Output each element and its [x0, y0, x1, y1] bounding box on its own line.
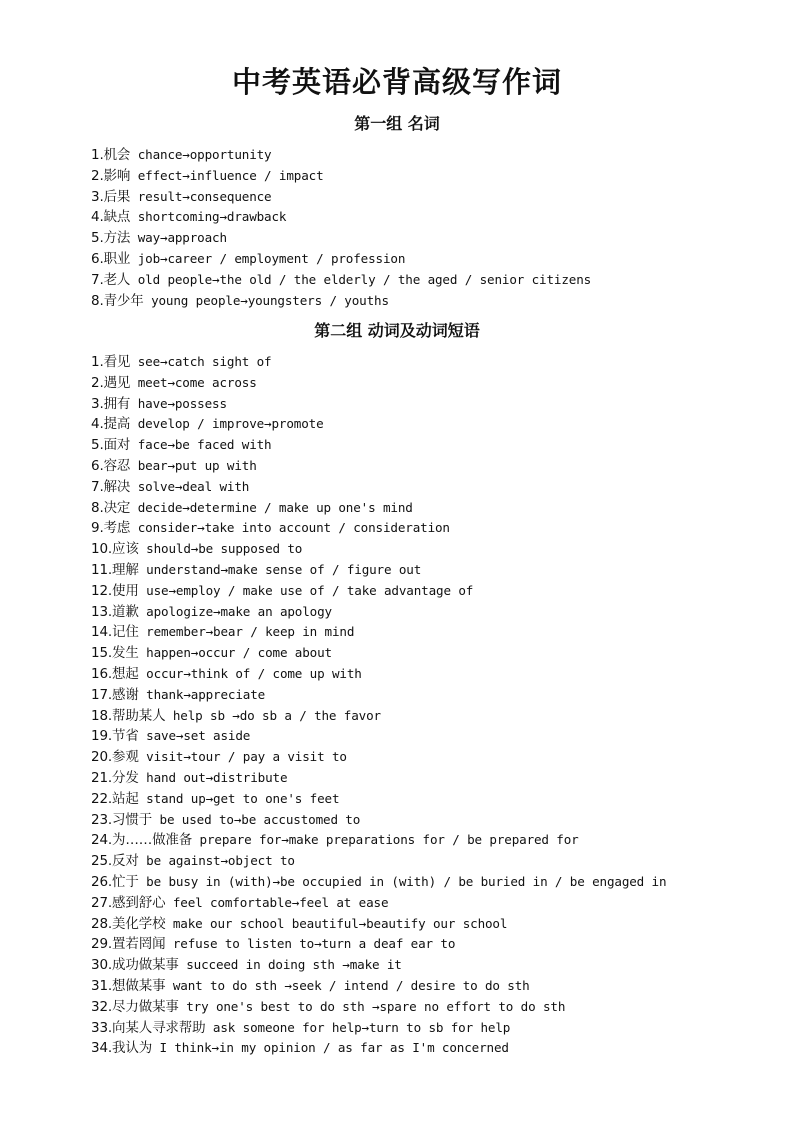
item-chinese-term: 5.面对	[91, 437, 131, 454]
item-english-phrase: be used to→be accustomed to	[152, 811, 361, 827]
item-chinese-term: 4.缺点	[91, 209, 131, 226]
list-item	[91, 518, 666, 539]
list-item	[91, 810, 666, 831]
item-chinese-term: 6.职业	[91, 250, 131, 267]
item-chinese-term: 34.我认为	[91, 1040, 153, 1057]
item-chinese-term: 28.美化学校	[91, 915, 166, 932]
item-english-phrase: hand out→distribute	[138, 769, 288, 785]
item-english-phrase: develop / improve→promote	[130, 416, 324, 432]
item-english-phrase: stand up→get to one's feet	[138, 790, 340, 806]
item-english-phrase: thank→appreciate	[138, 686, 266, 702]
list-item	[91, 830, 666, 851]
item-english-phrase: save→set aside	[138, 728, 251, 744]
list-item	[91, 747, 666, 768]
item-chinese-term: 7.解决	[91, 478, 131, 495]
item-chinese-term: 23.习惯于	[91, 811, 153, 828]
item-english-phrase: have→possess	[130, 395, 227, 411]
item-english-phrase: want to do sth →seek / intend / desire to do sth	[165, 977, 530, 993]
list-item	[91, 622, 666, 643]
list-item	[91, 270, 591, 291]
list-item	[91, 726, 666, 747]
list-item	[91, 789, 666, 810]
item-english-phrase: refuse to listen to→turn a deaf ear to	[165, 936, 456, 952]
list-item	[91, 1018, 666, 1039]
item-english-phrase: be against→object to	[138, 853, 295, 869]
item-english-phrase: make our school beautiful→beautify our school	[165, 915, 508, 931]
word-list-verbs	[91, 352, 666, 1059]
list-item	[91, 1038, 666, 1059]
list-item	[91, 456, 666, 477]
item-chinese-term: 20.参观	[91, 749, 139, 766]
item-english-phrase: shortcoming→drawback	[130, 209, 287, 225]
item-english-phrase: succeed in doing sth →make it	[178, 957, 402, 973]
item-chinese-term: 1.机会	[91, 147, 131, 163]
item-english-phrase: visit→tour / pay a visit to	[138, 749, 347, 765]
item-english-phrase: face→be faced with	[130, 437, 272, 453]
item-chinese-term: 21.分发	[91, 769, 139, 786]
list-item	[91, 207, 591, 228]
item-english-phrase: happen→occur / come about	[138, 645, 332, 661]
document-title: 中考英语必背高级写作词	[231, 65, 562, 99]
item-english-phrase: feel comfortable→feel at ease	[165, 894, 389, 910]
list-item	[91, 706, 666, 727]
item-english-phrase: meet→come across	[130, 374, 257, 390]
item-chinese-term: 15.发生	[91, 645, 139, 662]
item-chinese-term: 18.帮助某人	[91, 707, 166, 724]
list-item	[91, 145, 591, 166]
list-item	[91, 893, 666, 914]
item-chinese-term: 30.成功做某事	[91, 957, 179, 974]
item-chinese-term: 31.想做某事	[91, 977, 166, 994]
item-english-phrase: try one's best to do sth →spare no effort to do sth	[178, 998, 566, 1014]
list-item	[91, 664, 666, 685]
list-item	[91, 602, 666, 623]
item-chinese-term: 8.决定	[91, 499, 131, 516]
item-chinese-term: 8.青少年	[91, 292, 144, 309]
list-item	[91, 768, 666, 789]
item-chinese-term: 24.为……做准备	[91, 832, 193, 849]
item-chinese-term: 14.记住	[91, 624, 139, 641]
item-chinese-term: 26.忙于	[91, 873, 139, 890]
item-chinese-term: 2.影响	[91, 167, 131, 184]
item-english-phrase: result→consequence	[130, 188, 272, 204]
section-heading-verbs: 第二组 动词及动词短语	[314, 321, 480, 340]
item-english-phrase: be busy in (with)→be occupied in (with) / be buried in / be engaged in	[138, 873, 667, 889]
item-chinese-term: 33.向某人寻求帮助	[91, 1019, 206, 1036]
list-item	[91, 581, 666, 602]
item-english-phrase: prepare for→make preparations for / be prepared for	[192, 832, 579, 848]
item-chinese-term: 22.站起	[91, 790, 139, 807]
item-chinese-term: 27.感到舒心	[91, 894, 166, 911]
list-item	[91, 685, 666, 706]
list-item	[91, 498, 666, 519]
list-item	[91, 851, 666, 872]
item-english-phrase: I think→in my opinion / as far as I'm concerned	[152, 1040, 509, 1056]
item-chinese-term: 12.使用	[91, 582, 139, 599]
list-item	[91, 955, 666, 976]
item-english-phrase: see→catch sight of	[130, 354, 272, 369]
item-english-phrase: consider→take into account / consideration	[130, 520, 450, 536]
list-item	[91, 435, 666, 456]
list-item	[91, 914, 666, 935]
item-chinese-term: 10.应该	[91, 541, 139, 558]
item-english-phrase: ask someone for help→turn to sb for help	[205, 1019, 511, 1035]
list-item	[91, 352, 666, 373]
item-english-phrase: understand→make sense of / figure out	[138, 561, 422, 577]
list-item	[91, 934, 666, 955]
item-chinese-term: 4.提高	[91, 416, 131, 433]
item-english-phrase: effect→influence / impact	[130, 167, 324, 183]
item-chinese-term: 29.置若罔闻	[91, 936, 166, 953]
item-english-phrase: occur→think of / come up with	[138, 665, 362, 681]
list-item	[91, 477, 666, 498]
list-item	[91, 166, 591, 187]
list-item	[91, 539, 666, 560]
item-english-phrase: young people→youngsters / youths	[143, 292, 389, 308]
list-item	[91, 291, 591, 312]
list-item	[91, 394, 666, 415]
item-english-phrase: job→career / employment / profession	[130, 250, 406, 266]
list-item	[91, 872, 666, 893]
item-chinese-term: 7.老人	[91, 271, 131, 288]
item-english-phrase: remember→bear / keep in mind	[138, 624, 355, 640]
list-item	[91, 187, 591, 208]
item-chinese-term: 16.想起	[91, 665, 139, 682]
item-chinese-term: 17.感谢	[91, 686, 139, 703]
item-chinese-term: 32.尽力做某事	[91, 998, 179, 1015]
item-chinese-term: 25.反对	[91, 853, 139, 870]
item-chinese-term: 3.后果	[91, 188, 131, 205]
list-item	[91, 414, 666, 435]
item-chinese-term: 9.考虑	[91, 520, 131, 537]
item-english-phrase: apologize→make an apology	[138, 603, 332, 619]
word-list-nouns	[91, 145, 591, 311]
item-english-phrase: use→employ / make use of / take advantage of	[138, 582, 474, 598]
item-english-phrase: help sb →do sb a / the favor	[165, 707, 381, 723]
item-english-phrase: way→approach	[130, 230, 227, 246]
list-item	[91, 249, 591, 270]
section-heading-nouns: 第一组 名词	[354, 114, 440, 133]
item-chinese-term: 3.拥有	[91, 395, 131, 412]
item-english-phrase: bear→put up with	[130, 457, 257, 473]
item-english-phrase: chance→opportunity	[130, 147, 272, 162]
list-item	[91, 373, 666, 394]
list-item	[91, 560, 666, 581]
item-english-phrase: old people→the old / the elderly / the aged / senior citizens	[130, 271, 592, 287]
item-chinese-term: 5.方法	[91, 230, 131, 247]
list-item	[91, 643, 666, 664]
item-chinese-term: 19.节省	[91, 728, 139, 745]
list-item	[91, 228, 591, 249]
item-chinese-term: 6.容忍	[91, 457, 131, 474]
list-item	[91, 997, 666, 1018]
item-chinese-term: 2.遇见	[91, 374, 131, 391]
item-english-phrase: should→be supposed to	[138, 541, 303, 557]
item-chinese-term: 13.道歉	[91, 603, 139, 620]
list-item	[91, 976, 666, 997]
item-english-phrase: decide→determine / make up one's mind	[130, 499, 413, 515]
item-chinese-term: 1.看见	[91, 354, 131, 370]
item-chinese-term: 11.理解	[91, 561, 139, 578]
item-english-phrase: solve→deal with	[130, 478, 250, 494]
